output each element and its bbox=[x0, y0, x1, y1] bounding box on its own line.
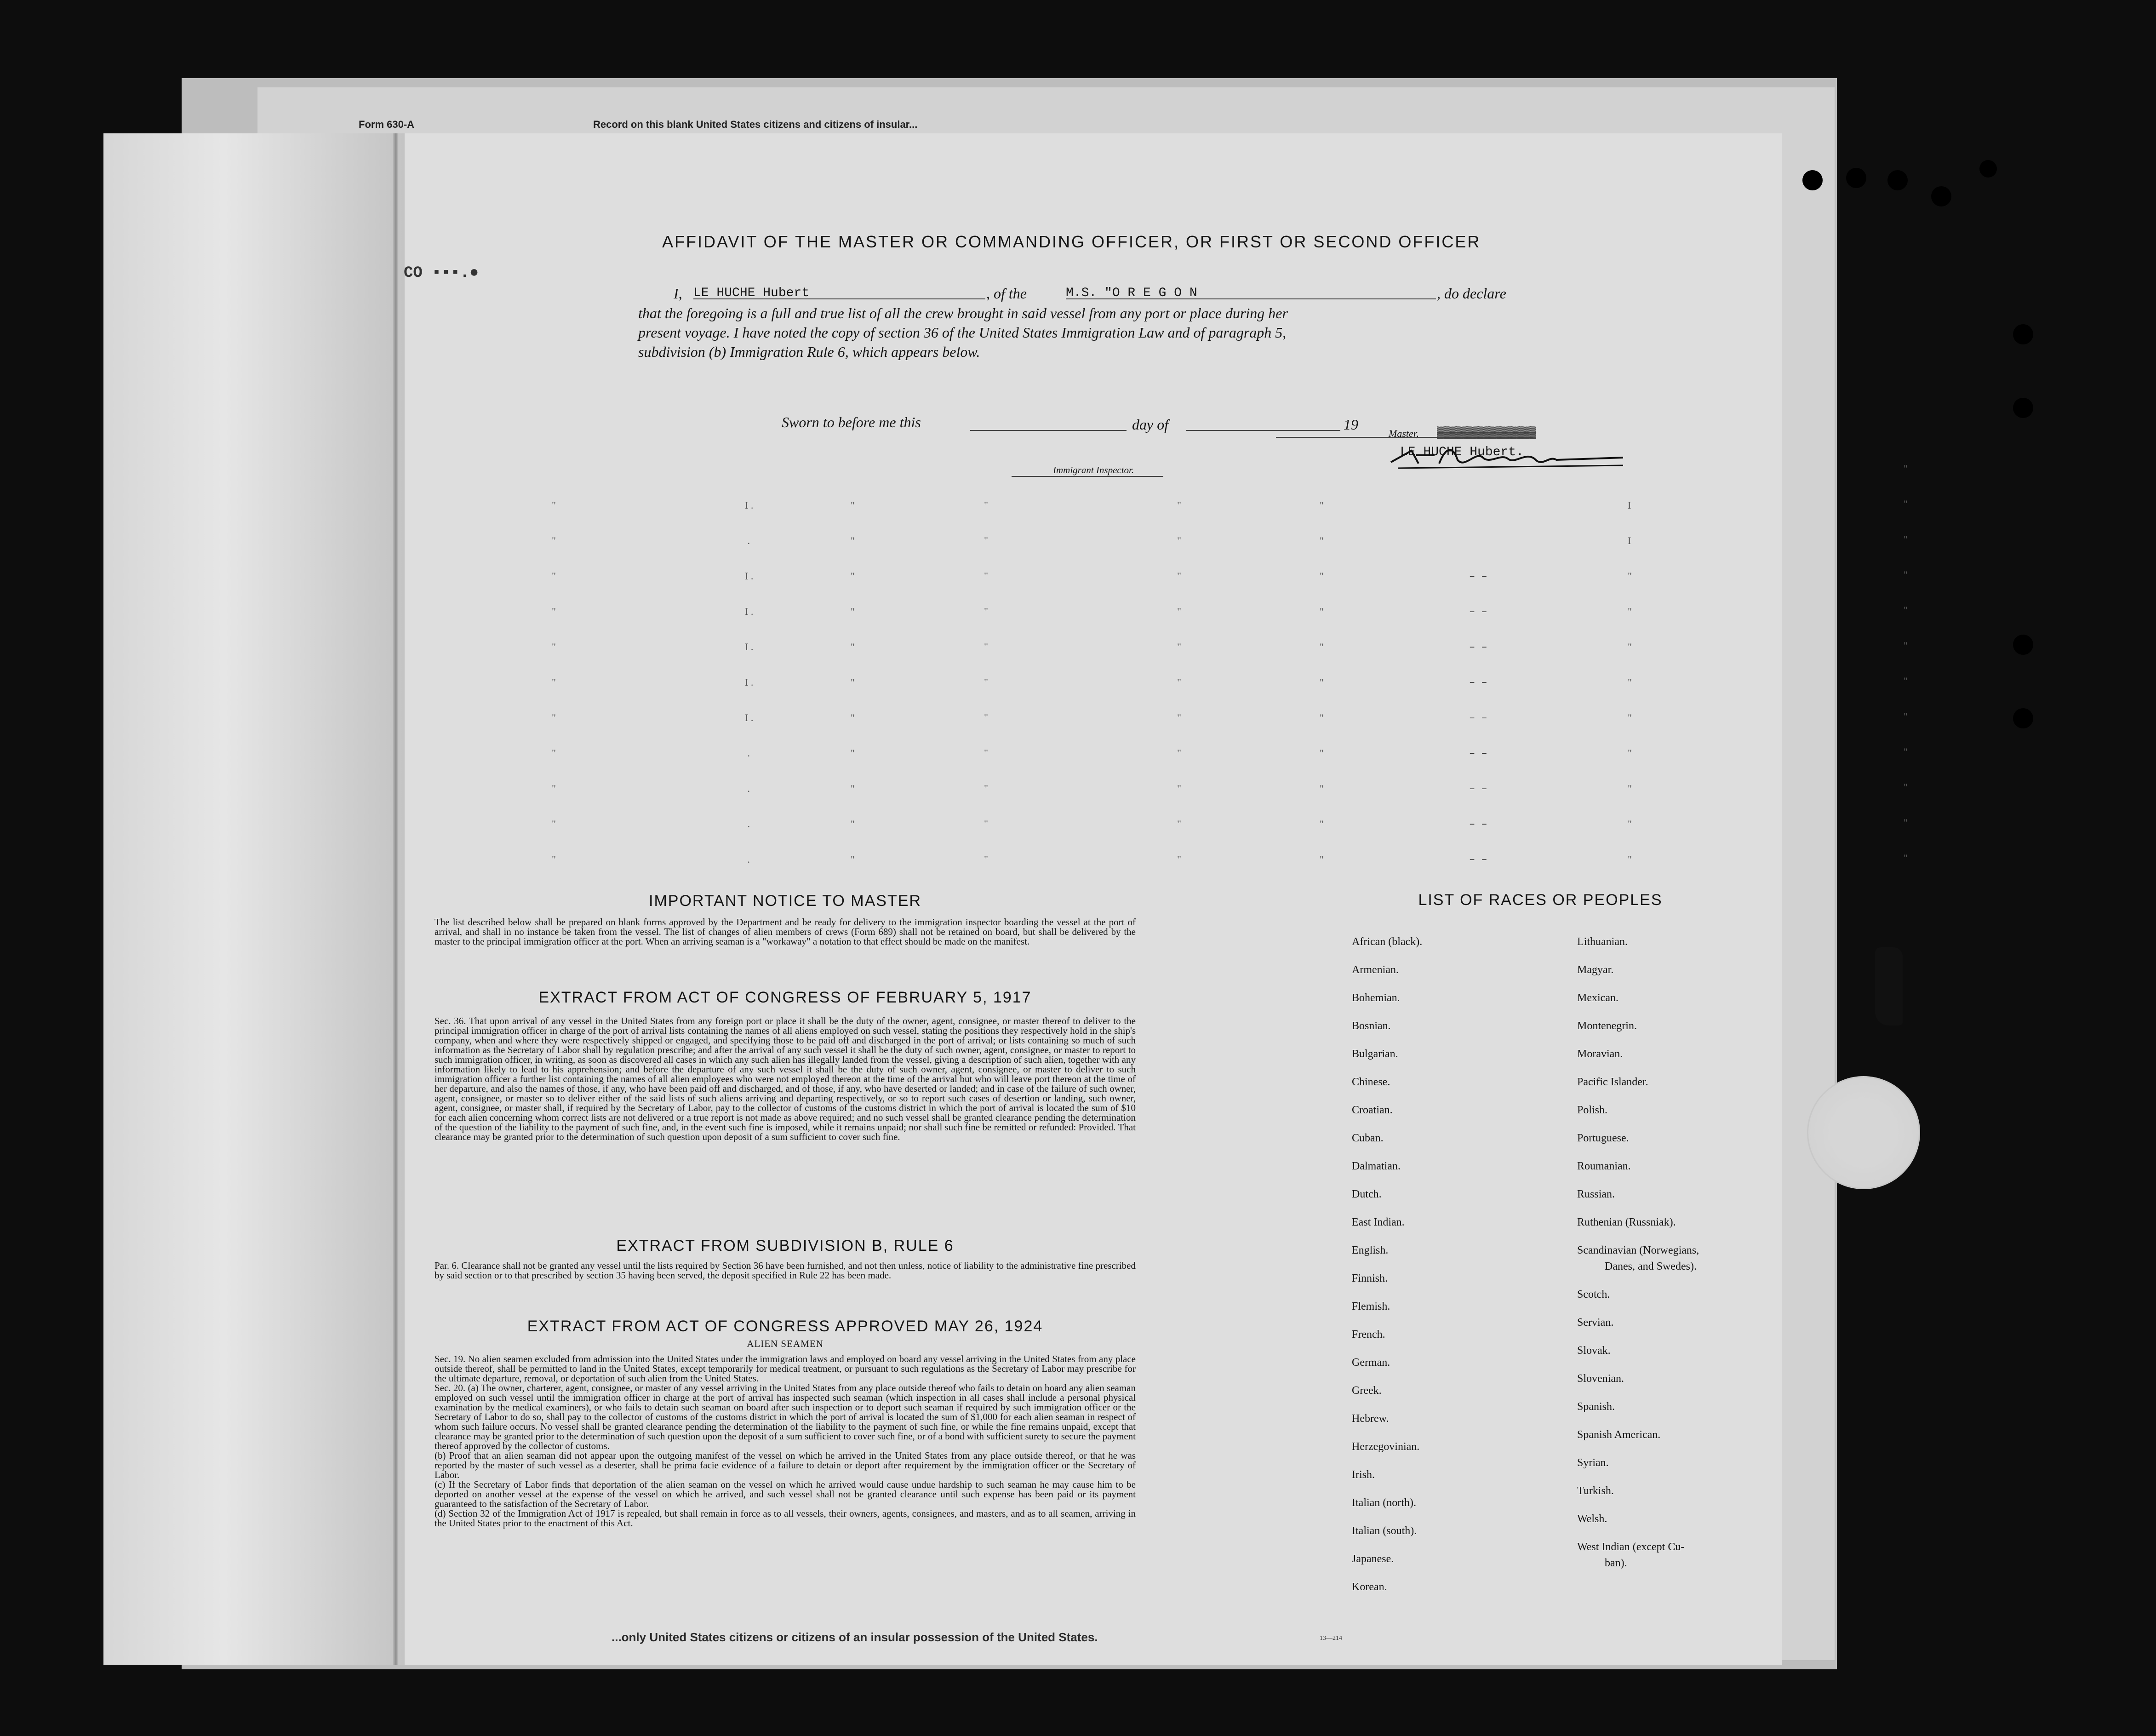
sec20a-text: Sec. 20. (a) The owner, charterer, agent, consignee, or master of any vessel arriving in the United States from any place outside thereof who fails to detain on board any alien seaman employed on such vessel until the immigration officer in charge at the port of arrival has inspected such seaman (which inspection in all cases shall include a personal physical examination by the medical examiners), or who fails to detain such seaman on board after such inspection or to deport such seaman if required by such immigration officer or the Secretary of Labor to do so, shall pay to the collector of customs of the customs district in which the port of arrival is located the sum of $1,000 for each alien seaman in respect of whom such failure occurs. No vessel shall be granted clearance pending the determination of the liability to the payment of such fine, or while the fine remains unpaid, except that clearance may be granted prior to the determination of such question upon the deposit of a sum sufficient to cover such fine, or of a bond with sufficient surety to secure the payment thereof approved by the collector of customs. bbox=[435, 1382, 1136, 1451]
punch-hole bbox=[1802, 170, 1823, 190]
race-item: Turkish. bbox=[1577, 1485, 1614, 1497]
extract-rule6-text: Par. 6. Clearance shall not be granted any vessel until the lists required by Section 36 have been furnished, and not then unless, notice of liability to the administrative fine prescribed by said section or to that prescribed by section 35 having been served, the deposit specified in Rule 22 has been made. bbox=[435, 1260, 1136, 1281]
punch-hole bbox=[1931, 186, 1951, 206]
fold-line bbox=[393, 133, 399, 1665]
race-item: Dutch. bbox=[1352, 1188, 1382, 1200]
master-name: LE HUCHE Hubert bbox=[693, 286, 810, 300]
race-item: African (black). bbox=[1352, 936, 1423, 948]
race-item: Magyar. bbox=[1577, 964, 1614, 976]
punch-hole bbox=[2013, 635, 2033, 655]
back-record-line: Record on this blank United States citizens and citizens of insular... bbox=[593, 119, 918, 130]
dash-column: – – – – – – – – – – – – – – – – – – bbox=[1469, 571, 1487, 865]
back-form-label: Form 630-A bbox=[359, 119, 415, 130]
race-item: Chinese. bbox=[1352, 1076, 1390, 1088]
race-item: Hebrew. bbox=[1352, 1413, 1389, 1425]
races-right-list bbox=[1577, 936, 1699, 1585]
race-item: Welsh. bbox=[1577, 1513, 1607, 1525]
ditto-column: " " " " " " " " " " " bbox=[1177, 499, 1181, 865]
inspector-label: Immigrant Inspector. bbox=[1053, 464, 1134, 476]
race-item: East Indian. bbox=[1352, 1216, 1405, 1228]
punch-hole bbox=[1846, 168, 1866, 188]
race-item: Roumanian. bbox=[1577, 1160, 1631, 1172]
extract-1924-body bbox=[435, 1354, 1136, 1528]
races-title: LIST OF RACES OR PEOPLES bbox=[1418, 891, 1663, 909]
affidavit-title: AFFIDAVIT OF THE MASTER OR COMMANDING OFFICER, OR FIRST OR SECOND OFFICER bbox=[662, 232, 1481, 251]
sec20d-text: (d) Section 32 of the Immigration Act of 1917 is repealed, but shall remain in force as to all vessels, their owners, agents, consignees, and masters, and as to all seamen, arriving in the United States prior to the enactment of this Act. bbox=[435, 1508, 1136, 1529]
ditto-column: " " " " " " " " " " " " bbox=[1904, 463, 1908, 864]
race-item: Spanish. bbox=[1577, 1401, 1615, 1413]
race-item: West Indian (except Cu- bbox=[1577, 1541, 1685, 1553]
race-item: Danes, and Swedes). bbox=[1605, 1260, 1697, 1272]
race-item: Armenian. bbox=[1352, 964, 1399, 976]
race-item: Scandinavian (Norwegians, bbox=[1577, 1244, 1699, 1256]
punch-hole bbox=[2013, 324, 2033, 344]
races-left-list bbox=[1352, 936, 1422, 1609]
punch-hole bbox=[1979, 160, 1997, 178]
master-name-field bbox=[693, 286, 985, 299]
ditto-column: " " " " " " " " " " " bbox=[552, 499, 556, 865]
race-item: French. bbox=[1352, 1329, 1385, 1341]
affidavit-line-2: present voyage. I have noted the copy of section 36 of the United States Immigration Law and of paragraph 5, bbox=[638, 324, 1287, 341]
affidavit-line-1: that the foregoing is a full and true list of all the crew brought in said vessel from any port or place during her bbox=[638, 305, 1288, 321]
race-item: Slovenian. bbox=[1577, 1373, 1624, 1385]
notice-text: The list described below shall be prepared on blank forms approved by the Department and be ready for delivery to the immigration inspector boarding the vessel at the port of arrival, and shall in no instance be taken from the vessel. The list of changes of alien members of crews (Form 689) shall not be retained on board, but shall be delivered by the master to the principal immigration officer at the port. When an arriving seaman is a "workaway" a notation to that effect should be made on the manifest. bbox=[435, 917, 1136, 947]
race-item: Flemish. bbox=[1352, 1301, 1390, 1312]
day-of-text: day of bbox=[1132, 416, 1169, 433]
race-item: Portuguese. bbox=[1577, 1132, 1629, 1144]
race-item: Bulgarian. bbox=[1352, 1048, 1398, 1060]
month-blank bbox=[1186, 430, 1340, 431]
ditto-column: " " " " " " " " " " " bbox=[851, 499, 855, 865]
year-prefix: 19 bbox=[1344, 416, 1358, 433]
of-the-text: , of the bbox=[986, 285, 1027, 302]
race-item: Croatian. bbox=[1352, 1104, 1393, 1116]
extract-1924-subtitle: ALIEN SEAMEN bbox=[747, 1338, 824, 1349]
race-item: Mexican. bbox=[1577, 992, 1618, 1004]
extract-rule6-title: EXTRACT FROM SUBDIVISION B, RULE 6 bbox=[616, 1237, 954, 1255]
race-item: Finnish. bbox=[1352, 1272, 1388, 1284]
ditto-column: " " " " " " " " " " " bbox=[984, 499, 988, 865]
race-item: Scotch. bbox=[1577, 1289, 1610, 1301]
punch-hole bbox=[1887, 170, 1908, 190]
affidavit-line-3: subdivision (b) Immigration Rule 6, which appears below. bbox=[638, 344, 980, 360]
stamp-mark: CO ▪▪▪.● bbox=[404, 264, 479, 282]
race-item: Syrian. bbox=[1577, 1457, 1609, 1469]
race-item: Moravian. bbox=[1577, 1048, 1623, 1060]
sworn-day-blank bbox=[970, 430, 1127, 431]
race-item: Irish. bbox=[1352, 1469, 1375, 1481]
sec20c-text: (c) If the Secretary of Labor finds that deportation of the alien seaman on the vessel on which he arrived would cause undue hardship to such seaman he may cause him to be deported on another vessel at the expense of the vessel on which he arrived, and such vessel shall not be granted clearance until such expense has been paid or its payment guaranteed to the satisfaction of the Secretary of Labor. bbox=[435, 1479, 1136, 1509]
race-item: Korean. bbox=[1352, 1581, 1387, 1593]
do-declare-text: , do declare bbox=[1437, 285, 1506, 302]
race-item: ban). bbox=[1605, 1557, 1627, 1569]
sworn-text: Sworn to before me this bbox=[782, 414, 921, 430]
vessel-name: M.S. "O R E G O N bbox=[1066, 286, 1197, 300]
master-label: Master, bbox=[1389, 428, 1419, 439]
extract-1924-title: EXTRACT FROM ACT OF CONGRESS APPROVED MAY 26, 1924 bbox=[527, 1318, 1043, 1335]
handwritten-signature bbox=[1384, 437, 1632, 474]
race-item: Russian. bbox=[1577, 1188, 1615, 1200]
race-item: Dalmatian. bbox=[1352, 1160, 1401, 1172]
race-item: Bohemian. bbox=[1352, 992, 1400, 1004]
extract-1917-text: Sec. 36. That upon arrival of any vessel in the United States from any foreign port or place it shall be the duty of the owner, agent, consignee, or master thereof to deliver to the principal immigration officer in charge of the port of arrival lists containing the names of all aliens employed on such vessel, stating the positions they respectively hold in the ship's company, when and where they were respectively shipped or engaged, and specifying those to be paid off and discharged in the port of arrival; or lists containing so much of such information as the Secretary of Labor shall by regulation prescribe; and after the arrival of any such vessel it shall be the duty of such owner, agent, consignee, or master to report to such immigration officer, in writing, as soon as discovered all cases in which any such alien has illegally landed from the vessel, giving a description of such alien, together with any information likely to lead to his apprehension; and before the departure of any such vessel it shall be the duty of such owner, agent, consignee, or master to deliver to such immigration officer a further list containing the names of all alien employees who were not employed thereon at the time of the arrival but who will leave port thereon at the time of her departure, and also the names of those, if any, who have been paid off and discharged, and of those, if any, who have deserted or landed; and in case of the failure of such owner, agent, consignee, or master so to deliver either of the said lists of such aliens arriving and departing respectively, or so to report such cases of desertion or landing, such owner, agent, consignee, or master shall, if required by the Secretary of Labor, pay to the collector of customs of the customs district in which the port of arrival is located the sum of $10 for each alien concerning whom correct lists are not delivered or a true report is not made as above required; and no such vessel shall be granted clearance pending the determination of the question of the liability to the payment of such fine, and, in the event such fine is imposed, while it remains unpaid; nor shall such fine be remitted or refunded: Provided. That clearance may be granted prior to the determination of such question upon deposit of a sum sufficient to cover such fine. bbox=[435, 1015, 1136, 1142]
punch-hole bbox=[2013, 708, 2033, 728]
sec19-text: Sec. 19. No alien seamen excluded from admission into the United States under the immigration laws and employed on board any vessel arriving in the United States from any place outside thereof, shall be permitted to land in the United States, except temporarily for medical treatment, or pursuant to such regulations as the Secretary of Labor may prescribe for the ultimate departure, removal, or deportation of such alien from the United States. bbox=[435, 1353, 1136, 1384]
struck-text: ▓▓▓▓▓▓▓▓▓▓▓▓▓▓▓ bbox=[1437, 427, 1537, 439]
sec20b-text: (b) Proof that an alien seaman did not appear upon the outgoing manifest of the vessel on which he arrived in the United States from any place outside thereof, or that he was reported by the master of such vessel as a deserter, shall be prima facie evidence of a failure to detain or deport after requirement by the immigration officer or the Secretary of Labor. bbox=[435, 1450, 1136, 1480]
race-item: Italian (north). bbox=[1352, 1497, 1416, 1509]
ditto-column: I I " " " " " " " " " bbox=[1628, 499, 1632, 865]
race-item: Ruthenian (Russniak). bbox=[1577, 1216, 1676, 1228]
ditto-column: I . . I . I . I . I . I . . . . . bbox=[745, 499, 754, 865]
race-item: German. bbox=[1352, 1357, 1390, 1369]
vessel-field bbox=[1066, 286, 1436, 299]
race-item: Pacific Islander. bbox=[1577, 1076, 1648, 1088]
punch-hole bbox=[2013, 398, 2033, 418]
race-item: Greek. bbox=[1352, 1385, 1382, 1397]
race-item: English. bbox=[1352, 1244, 1389, 1256]
extract-1917-title: EXTRACT FROM ACT OF CONGRESS OF FEBRUARY 5, 1917 bbox=[538, 989, 1032, 1006]
typed-signature: LE HUCHE Hubert. bbox=[1400, 445, 1524, 459]
torn-patch bbox=[1875, 947, 1903, 1026]
race-item: Bosnian. bbox=[1352, 1020, 1391, 1032]
race-item: Slovak. bbox=[1577, 1345, 1611, 1357]
race-item: Montenegrin. bbox=[1577, 1020, 1637, 1032]
back-stamp-no: 13—214 bbox=[1320, 1635, 1342, 1642]
race-item: Italian (south). bbox=[1352, 1525, 1417, 1537]
race-item: Herzegovinian. bbox=[1352, 1441, 1420, 1453]
race-item: Cuban. bbox=[1352, 1132, 1384, 1144]
race-item: Spanish American. bbox=[1577, 1429, 1661, 1441]
embossed-seal bbox=[1807, 1076, 1920, 1189]
fold-shadow bbox=[103, 133, 405, 1665]
back-bottom-note: ...only United States citizens or citizens of an insular possession of the United States. bbox=[612, 1630, 1098, 1644]
race-item: Japanese. bbox=[1352, 1553, 1394, 1565]
race-item: Lithuanian. bbox=[1577, 936, 1628, 948]
notice-title: IMPORTANT NOTICE TO MASTER bbox=[649, 892, 921, 910]
ditto-column: " " " " " " " " " " " bbox=[1320, 499, 1324, 865]
decl-i: I, bbox=[674, 285, 682, 302]
race-item: Servian. bbox=[1577, 1317, 1614, 1329]
inspector-line bbox=[1012, 476, 1163, 477]
race-item: Polish. bbox=[1577, 1104, 1608, 1116]
